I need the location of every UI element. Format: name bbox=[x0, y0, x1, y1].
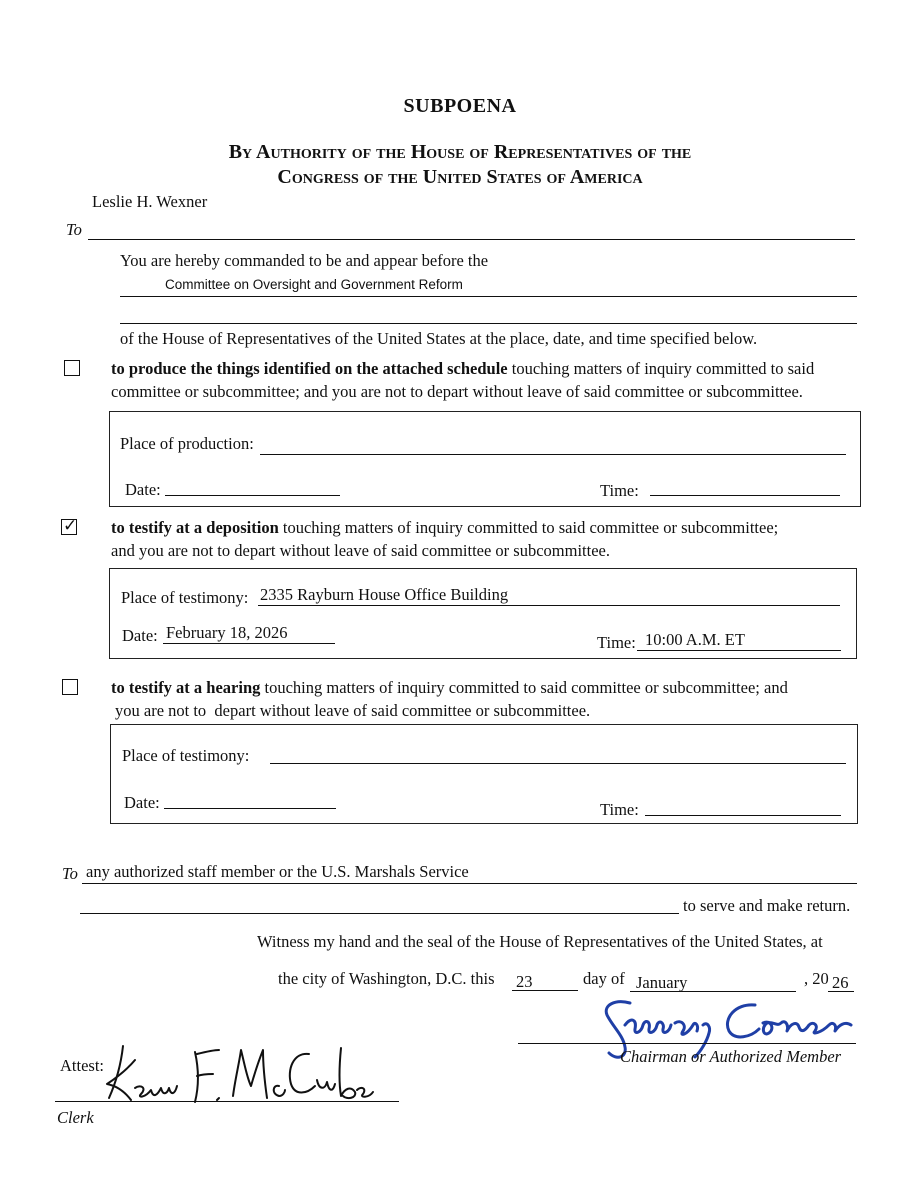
hearing-date-label: Date: bbox=[124, 793, 160, 812]
hearing-date-field[interactable] bbox=[164, 808, 336, 809]
service-to-label: To bbox=[62, 864, 78, 883]
serve-and-return-text: to serve and make return. bbox=[683, 896, 851, 915]
production-box bbox=[109, 411, 861, 507]
deposition-time-label: Time: bbox=[597, 633, 636, 652]
hearing-text-line-1: to testify at a hearing touching matters of inquiry committed to said committee or subcommittee; and bbox=[111, 678, 788, 697]
server-line-2 bbox=[80, 913, 679, 914]
deposition-text-line-1: to testify at a deposition touching matters of inquiry committed to said committee or subcommittee; bbox=[111, 518, 779, 537]
witness-year: 26 bbox=[832, 973, 849, 992]
hearing-time-field[interactable] bbox=[645, 815, 841, 816]
to-label: To bbox=[66, 220, 82, 239]
production-text-line-2: committee or subcommittee; and you are not to depart without leave of said committee or subcommittee. bbox=[111, 382, 803, 401]
witness-month-field bbox=[630, 991, 796, 992]
of-house-text: of the House of Representatives of the United States at the place, date, and time specified below. bbox=[120, 329, 758, 348]
deposition-date-label: Date: bbox=[122, 626, 158, 645]
hearing-place-field[interactable] bbox=[270, 763, 846, 764]
production-time-label: Time: bbox=[600, 481, 639, 500]
chairman-title: Chairman or Authorized Member bbox=[620, 1047, 842, 1066]
witness-year-field bbox=[828, 991, 854, 992]
witness-line: Witness my hand and the seal of the House of Representatives of the United States, at bbox=[257, 932, 823, 951]
hearing-time-label: Time: bbox=[600, 800, 639, 819]
deposition-time-value: 10:00 A.M. ET bbox=[645, 630, 745, 649]
place-of-production-field[interactable] bbox=[260, 454, 846, 455]
authority-line-1: By Authority of the House of Representatives of the bbox=[228, 141, 692, 163]
attest-label: Attest: bbox=[60, 1056, 104, 1075]
committee-line-1 bbox=[120, 296, 857, 297]
deposition-checkbox[interactable] bbox=[61, 516, 78, 536]
hearing-text-line-2: you are not to depart without leave of said committee or subcommittee. bbox=[115, 701, 591, 720]
production-date-label: Date: bbox=[125, 480, 161, 499]
committee-name: Committee on Oversight and Government Reform bbox=[165, 277, 463, 292]
checkmark-icon: ✓ bbox=[63, 516, 78, 536]
recipient-name: Leslie H. Wexner bbox=[92, 192, 208, 211]
production-checkbox[interactable] bbox=[64, 360, 80, 376]
clerk-signature-graphic bbox=[95, 1040, 375, 1110]
hearing-checkbox[interactable] bbox=[62, 679, 78, 695]
deposition-text-line-2: and you are not to depart without leave of said committee or subcommittee. bbox=[111, 541, 610, 560]
committee-line-2 bbox=[120, 323, 857, 324]
deposition-place-label: Place of testimony: bbox=[121, 588, 249, 607]
witness-month: January bbox=[636, 973, 688, 992]
deposition-place-value: 2335 Rayburn House Office Building bbox=[260, 585, 509, 604]
recipient-line bbox=[88, 239, 855, 240]
server-name: any authorized staff member or the U.S. Marshals Service bbox=[86, 862, 469, 881]
production-date-field[interactable] bbox=[165, 495, 340, 496]
deposition-date-value: February 18, 2026 bbox=[166, 623, 288, 642]
clerk-signature-line bbox=[55, 1101, 399, 1102]
clerk-title: Clerk bbox=[57, 1108, 94, 1127]
witness-day-field bbox=[512, 990, 578, 991]
production-text-line-1: to produce the things identified on the attached schedule touching matters of inquiry committed to said bbox=[111, 359, 815, 378]
server-line-1 bbox=[82, 883, 857, 884]
deposition-place-field[interactable] bbox=[258, 605, 840, 606]
year-prefix: , 20 bbox=[804, 969, 829, 988]
witness-day: 23 bbox=[516, 972, 533, 991]
command-intro: You are hereby commanded to be and appear before the bbox=[120, 251, 489, 270]
deposition-time-field[interactable] bbox=[637, 650, 841, 651]
hearing-place-label: Place of testimony: bbox=[122, 746, 250, 765]
day-of-text: day of bbox=[583, 969, 625, 988]
chairman-signature-line bbox=[518, 1043, 856, 1044]
deposition-date-field[interactable] bbox=[163, 643, 335, 644]
authority-line-2: Congress of the United States of America bbox=[277, 166, 643, 188]
production-time-field[interactable] bbox=[650, 495, 840, 496]
hearing-box bbox=[110, 724, 858, 824]
place-of-production-label: Place of production: bbox=[120, 434, 254, 453]
clerk-signature bbox=[95, 1040, 375, 1110]
document-title: SUBPOENA bbox=[403, 95, 517, 117]
city-text: the city of Washington, D.C. this bbox=[278, 969, 495, 988]
